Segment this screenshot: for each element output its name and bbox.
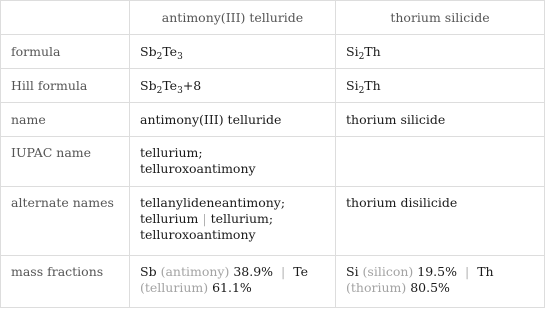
hill-formula-thorium-silicide: $Si_2Th$ xyxy=(336,69,545,103)
iupac-name-thorium-silicide xyxy=(336,137,545,187)
corner-cell xyxy=(1,1,130,35)
alternate-names-antimony-telluride: tellanylideneantimony; tellurium | tellurium; telluroxoantimony xyxy=(130,187,336,256)
row-iupac-name xyxy=(1,137,545,187)
mass-fractions-antimony-telluride: Sb (antimony) 38.9% | Te (tellurium) 61.1% xyxy=(130,256,336,308)
row-hill-formula xyxy=(1,69,545,103)
alternate-names-thorium-silicide: thorium disilicide xyxy=(336,187,545,256)
hill-formula-antimony-telluride: $Sb_2Te_3+8$ xyxy=(130,69,336,103)
row-label-iupac-name: IUPAC name xyxy=(1,137,130,187)
row-mass-fractions xyxy=(1,256,545,308)
row-name xyxy=(1,103,545,137)
row-label-formula: formula xyxy=(1,35,130,69)
column-header-thorium-silicide: thorium silicide xyxy=(336,1,545,35)
row-label-alternate-names: alternate names xyxy=(1,187,130,256)
mass-fractions-thorium-silicide: Si (silicon) 19.5% | Th (thorium) 80.5% xyxy=(336,256,545,308)
formula-thorium-silicide: $Si_2Th$ xyxy=(336,35,545,69)
name-antimony-telluride: antimony(III) telluride xyxy=(130,103,336,137)
row-alternate-names xyxy=(1,187,545,256)
column-header-antimony-telluride: antimony(III) telluride xyxy=(130,1,336,35)
iupac-name-antimony-telluride: tellurium; telluroxoantimony xyxy=(130,137,336,187)
name-thorium-silicide: thorium silicide xyxy=(336,103,545,137)
row-label-hill-formula: Hill formula xyxy=(1,69,130,103)
row-label-name: name xyxy=(1,103,130,137)
header-row xyxy=(1,1,545,35)
row-formula xyxy=(1,35,545,69)
row-label-mass-fractions: mass fractions xyxy=(1,256,130,308)
formula-antimony-telluride: $Sb_2Te_3$ xyxy=(130,35,336,69)
